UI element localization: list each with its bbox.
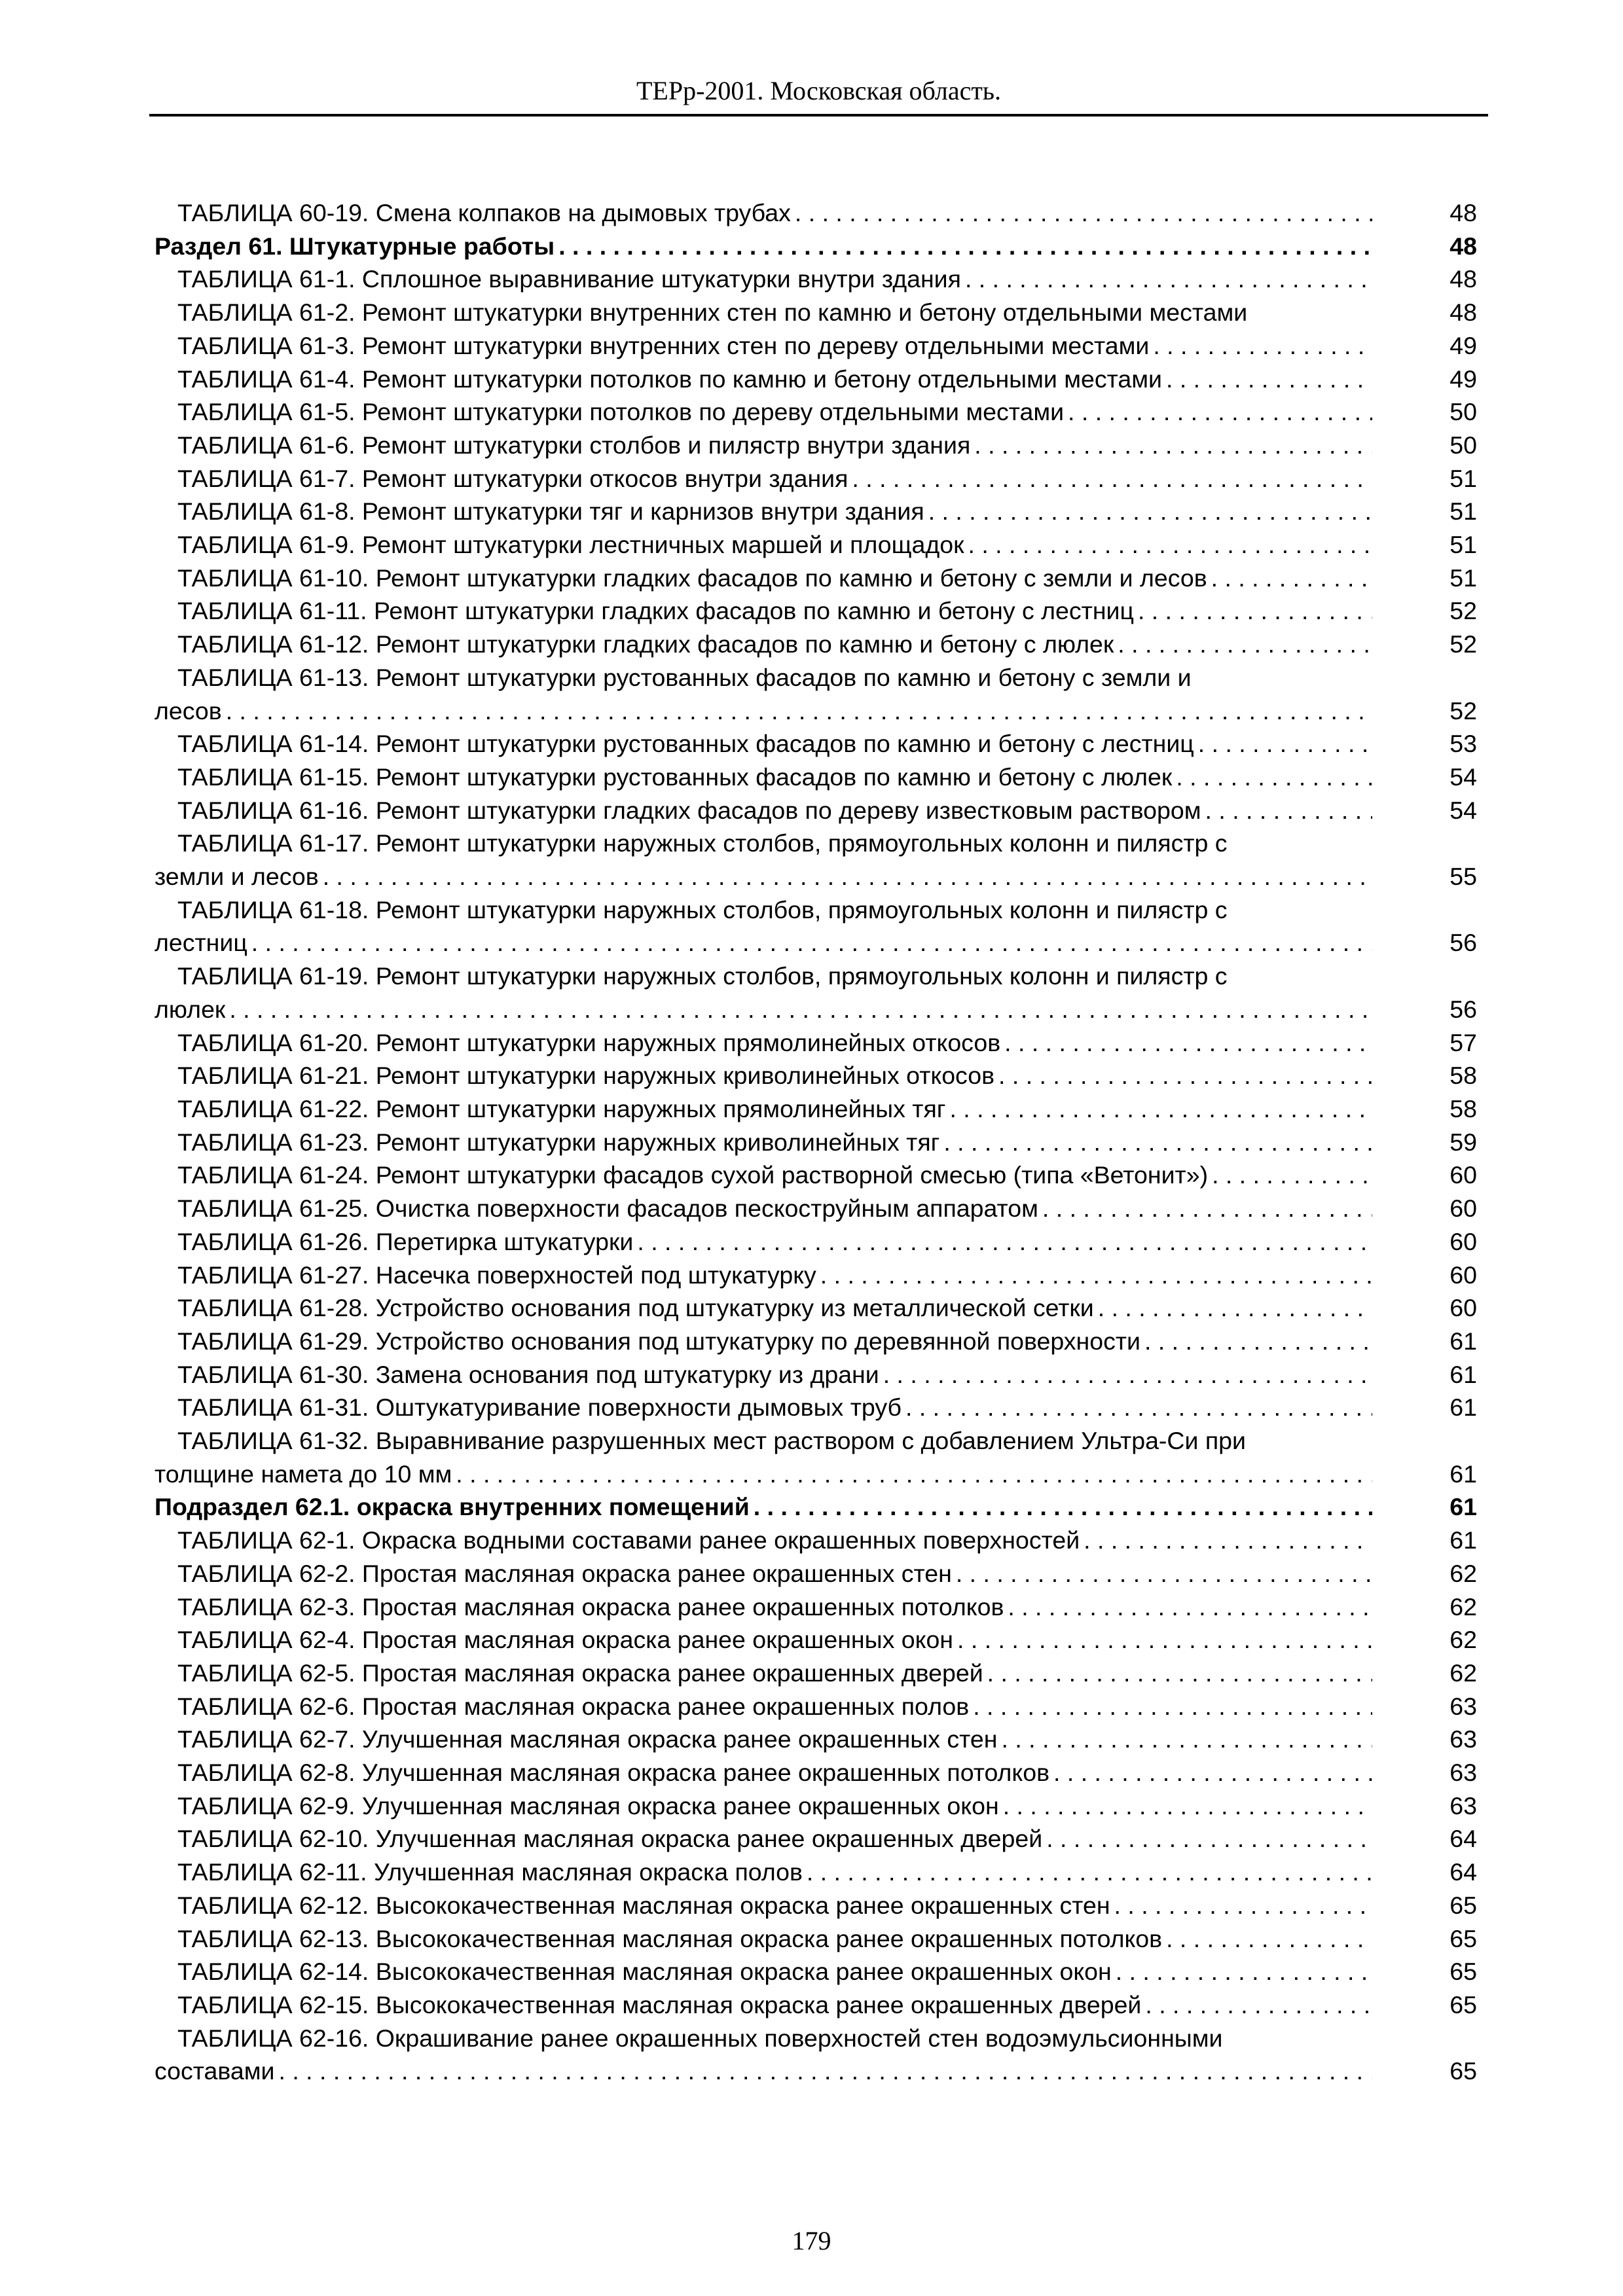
- toc-entry-text: ТАБЛИЦА 61-2. Ремонт штукатурки внутренних стен по камню и бетону отдельными местами: [177, 298, 1248, 327]
- toc-page-number: 61: [1450, 1493, 1477, 1521]
- toc-entry-text: лесов: [155, 696, 222, 725]
- toc-page-number: 62: [1450, 1659, 1477, 1687]
- toc-entry[interactable]: [155, 528, 1477, 562]
- toc-page-number: 49: [1450, 331, 1477, 359]
- toc-page-number: 51: [1450, 497, 1477, 526]
- toc-entry-line: [155, 1723, 1372, 1756]
- toc-entry-text: ТАБЛИЦА 61-30. Замена основания под штукатурку из драни: [177, 1360, 879, 1388]
- dot-leader: [994, 1059, 1372, 1092]
- dot-leader: [319, 860, 1372, 893]
- toc-entry-text: ТАБЛИЦА 62-9. Улучшенная масляная окраска ранее окрашенных окон: [177, 1791, 999, 1820]
- toc-entry[interactable]: [155, 329, 1477, 363]
- toc-entry-text: ТАБЛИЦА 62-8. Улучшенная масляная окраска ранее окрашенных потолков: [177, 1759, 1050, 1787]
- toc-entry-text: ТАБЛИЦА 61-16. Ремонт штукатурки гладких фасадов по дереву известковым раствором: [177, 796, 1201, 824]
- toc-entry-line: [155, 893, 1372, 927]
- toc-entry[interactable]: [155, 1889, 1477, 1922]
- dot-leader: [1162, 363, 1372, 396]
- dot-leader: [452, 1458, 1372, 1491]
- toc-page-number: 53: [1450, 730, 1477, 758]
- toc-entry[interactable]: [155, 1822, 1477, 1856]
- toc-entry[interactable]: [155, 1259, 1477, 1292]
- page-footer: [0, 2225, 1623, 2256]
- table-of-contents: [155, 196, 1477, 2088]
- dot-leader: [848, 462, 1372, 495]
- toc-entry-text: ТАБЛИЦА 61-19. Ремонт штукатурки наружных столбов, прямоугольных колонн и пилястр с: [177, 962, 1228, 990]
- toc-entry[interactable]: [155, 661, 1477, 727]
- toc-entry-line: [155, 1391, 1372, 1424]
- toc-page-number: 62: [1450, 1559, 1477, 1587]
- toc-entry-line: [155, 1822, 1372, 1856]
- toc-entry-line: [155, 1458, 1372, 1491]
- toc-entry-line: [155, 827, 1372, 860]
- dot-leader: [1194, 727, 1372, 761]
- toc-entry-text: ТАБЛИЦА 61-29. Устройство основания под штукатурку по деревянной поверхности: [177, 1327, 1140, 1355]
- dot-leader: [1049, 1756, 1372, 1789]
- toc-entry-line: [155, 1358, 1372, 1391]
- toc-entry[interactable]: [155, 1524, 1477, 1557]
- dot-leader: [1162, 1922, 1372, 1956]
- toc-entry[interactable]: [155, 1756, 1477, 1789]
- toc-entry-text: ТАБЛИЦА 61-17. Ремонт штукатурки наружных столбов, прямоугольных колонн и пилястр с: [177, 829, 1228, 857]
- toc-entry-line: [155, 1158, 1372, 1192]
- dot-leader: [803, 1856, 1372, 1889]
- toc-entry-line: [155, 1657, 1372, 1690]
- dot-leader: [816, 1259, 1372, 1292]
- toc-page-number: 63: [1450, 1759, 1477, 1787]
- toc-entry-text: земли и лесов: [155, 863, 319, 891]
- toc-entry-line: [155, 196, 1372, 230]
- toc-page-number: 48: [1450, 199, 1477, 226]
- toc-entry-line: [155, 1623, 1372, 1657]
- toc-entry-line: [155, 495, 1372, 528]
- toc-entry[interactable]: [155, 1856, 1477, 1889]
- toc-entry-line: [155, 363, 1372, 396]
- toc-entry[interactable]: [155, 1922, 1477, 1956]
- toc-entry-text: ТАБЛИЦА 61-28. Устройство основания под штукатурку из металлической сетки: [177, 1294, 1094, 1322]
- toc-page-number: 50: [1450, 431, 1477, 459]
- toc-page-number: 58: [1450, 1062, 1477, 1090]
- toc-entry-text: ТАБЛИЦА 61-11. Ремонт штукатурки гладких фасадов по камню и бетону с лестниц: [177, 597, 1134, 625]
- toc-entry-line: [155, 329, 1372, 363]
- toc-entry[interactable]: [155, 827, 1477, 893]
- toc-entry-text: ТАБЛИЦА 61-23. Ремонт штукатурки наружных криволинейных тяг: [177, 1128, 940, 1156]
- toc-page-number: 55: [1450, 863, 1477, 891]
- toc-page-number: 64: [1450, 1858, 1477, 1886]
- toc-page-number: 51: [1450, 531, 1477, 559]
- toc-page-number: 61: [1450, 1393, 1477, 1422]
- running-header: [149, 73, 1488, 117]
- toc-entry-line: [155, 528, 1372, 562]
- dot-leader: [274, 2054, 1372, 2088]
- dot-leader: [1149, 329, 1372, 363]
- dot-leader: [879, 1358, 1372, 1391]
- dot-leader: [1207, 562, 1372, 595]
- toc-entry-text: ТАБЛИЦА 61-5. Ремонт штукатурки потолков по дереву отдельными местами: [177, 398, 1065, 426]
- toc-entry-text: ТАБЛИЦА 62-5. Простая масляная окраска ранее окрашенных дверей: [177, 1659, 983, 1687]
- dot-leader: [791, 196, 1372, 230]
- toc-entry-text: ТАБЛИЦА 61-10. Ремонт штукатурки гладких фасадов по камню и бетону с земли и лесов: [177, 564, 1207, 592]
- toc-entry[interactable]: [155, 1358, 1477, 1391]
- toc-page-number: 65: [1450, 1958, 1477, 1986]
- toc-entry[interactable]: [155, 1424, 1477, 1490]
- toc-entry[interactable]: [155, 1690, 1477, 1723]
- toc-entry-text: составами: [155, 2057, 275, 2085]
- toc-entry-text: ТАБЛИЦА 61-22. Ремонт штукатурки наружных прямолинейных тяг: [177, 1094, 946, 1122]
- toc-page-number: 52: [1450, 597, 1477, 625]
- toc-page-number: 60: [1450, 1194, 1477, 1223]
- toc-page-number: 62: [1450, 1626, 1477, 1654]
- toc-page-number: 48: [1450, 265, 1477, 293]
- dot-leader: [1140, 1325, 1372, 1358]
- toc-entry-line: [155, 1988, 1372, 2022]
- toc-entry[interactable]: [155, 562, 1477, 595]
- toc-entry[interactable]: [155, 2022, 1477, 2088]
- toc-entry-text: ТАБЛИЦА 62-1. Окраска водными составами ранее окрашенных поверхностей: [177, 1526, 1080, 1554]
- toc-page-number: 62: [1450, 1592, 1477, 1621]
- dot-leader: [1042, 1822, 1372, 1856]
- toc-entry-line: [155, 1889, 1372, 1922]
- dot-leader: [1000, 1026, 1372, 1060]
- dot-leader: [1201, 794, 1372, 827]
- toc-entry[interactable]: [155, 794, 1477, 827]
- toc-entry[interactable]: [155, 1325, 1477, 1358]
- toc-entry-text: ТАБЛИЦА 61-12. Ремонт штукатурки гладких фасадов по камню и бетону с люлек: [177, 630, 1114, 658]
- toc-entry-text: ТАБЛИЦА 62-4. Простая масляная окраска ранее окрашенных окон: [177, 1626, 954, 1654]
- toc-entry-text: ТАБЛИЦА 61-4. Ремонт штукатурки потолков по камню и бетону отдельными местами: [177, 365, 1162, 393]
- toc-entry-text: ТАБЛИЦА 61-31. Оштукатуривание поверхности дымовых труб: [177, 1393, 902, 1422]
- toc-entry[interactable]: [155, 296, 1477, 329]
- toc-page-number: 65: [1450, 1924, 1477, 1952]
- toc-entry-line: [155, 1026, 1372, 1060]
- toc-entry[interactable]: [155, 628, 1477, 661]
- toc-entry-line: [155, 1922, 1372, 1956]
- dot-leader: [969, 1690, 1372, 1723]
- toc-entry-line: [155, 1856, 1372, 1889]
- toc-entry[interactable]: [155, 1623, 1477, 1657]
- toc-entry-text: ТАБЛИЦА 62-16. Окрашивание ранее окрашенных поверхностей стен водоэмульсионными: [177, 2024, 1223, 2052]
- toc-entry-text: ТАБЛИЦА 61-6. Ремонт штукатурки столбов и пилястр внутри здания: [177, 431, 971, 459]
- dot-leader: [1094, 1291, 1372, 1325]
- toc-entry[interactable]: [155, 495, 1477, 528]
- toc-entry-text: ТАБЛИЦА 61-8. Ремонт штукатурки тяг и карнизов внутри здания: [177, 497, 924, 526]
- dot-leader: [1080, 1524, 1372, 1557]
- toc-entry-line: [155, 2054, 1372, 2088]
- dot-leader: [555, 230, 1372, 263]
- toc-entry-line: [155, 1259, 1372, 1292]
- dot-leader: [952, 1557, 1372, 1590]
- toc-entry[interactable]: [155, 1723, 1477, 1756]
- toc-entry-line: [155, 1291, 1372, 1325]
- dot-leader: [970, 429, 1372, 462]
- toc-entry-text: ТАБЛИЦА 62-7. Улучшенная масляная окраска ранее окрашенных стен: [177, 1725, 998, 1753]
- toc-page-number: 61: [1450, 1460, 1477, 1488]
- toc-page-number: 58: [1450, 1094, 1477, 1122]
- toc-entry-line: [155, 860, 1372, 893]
- toc-entry-text: ТАБЛИЦА 61-7. Ремонт штукатурки откосов внутри здания: [177, 464, 848, 492]
- toc-entry[interactable]: [155, 1590, 1477, 1624]
- toc-entry[interactable]: [155, 1192, 1477, 1225]
- toc-page-number: 60: [1450, 1261, 1477, 1289]
- toc-page-number: 65: [1450, 1990, 1477, 2018]
- dot-leader: [924, 495, 1372, 528]
- toc-entry-text: лестниц: [155, 929, 247, 957]
- toc-entry-text: люлек: [155, 995, 226, 1023]
- dot-leader: [1064, 395, 1372, 429]
- toc-page-number: 63: [1450, 1791, 1477, 1820]
- toc-entry-line: [155, 1225, 1372, 1259]
- toc-entry-text: ТАБЛИЦА 61-18. Ремонт штукатурки наружных столбов, прямоугольных колонн и пилястр с: [177, 895, 1228, 924]
- toc-entry-line: [155, 462, 1372, 495]
- toc-entry-text: ТАБЛИЦА 62-2. Простая масляная окраска ранее окрашенных стен: [177, 1559, 952, 1587]
- dot-leader: [1110, 1889, 1372, 1922]
- toc-entry[interactable]: [155, 262, 1477, 296]
- toc-page-number: 48: [1450, 232, 1477, 260]
- toc-entry-line: [155, 296, 1372, 329]
- toc-entry-text: ТАБЛИЦА 61-24. Ремонт штукатурки фасадов сухой растворной смесью (типа «Ветонит»): [177, 1161, 1209, 1189]
- toc-page-number: 52: [1450, 630, 1477, 658]
- toc-entry-line: [155, 262, 1372, 296]
- dot-leader: [750, 1490, 1372, 1524]
- toc-entry-line: [155, 960, 1372, 993]
- toc-entry-line: [155, 562, 1372, 595]
- toc-page-number: 65: [1450, 1891, 1477, 1919]
- dot-leader: [1134, 594, 1372, 628]
- toc-entry-text: Подраздел 62.1. окраска внутренних помещений: [155, 1493, 750, 1521]
- toc-section-heading[interactable]: [155, 1490, 1477, 1524]
- toc-entry-line: [155, 2022, 1372, 2055]
- toc-page-number: 63: [1450, 1692, 1477, 1720]
- toc-page-number: 49: [1450, 365, 1477, 393]
- toc-entry-text: ТАБЛИЦА 61-26. Перетирка штукатурки: [177, 1227, 634, 1255]
- dot-leader: [1141, 1988, 1372, 2022]
- dot-leader: [902, 1391, 1372, 1424]
- toc-entry[interactable]: [155, 1092, 1477, 1126]
- toc-entry[interactable]: [155, 1557, 1477, 1590]
- toc-entry-text: ТАБЛИЦА 61-21. Ремонт штукатурки наружных криволинейных откосов: [177, 1062, 995, 1090]
- dot-leader: [983, 1657, 1372, 1690]
- toc-entry-line: [155, 1092, 1372, 1126]
- toc-page-number: 50: [1450, 398, 1477, 426]
- toc-page-number: 61: [1450, 1526, 1477, 1554]
- toc-entry-text: ТАБЛИЦА 62-12. Высококачественная масляная окраска ранее окрашенных стен: [177, 1891, 1110, 1919]
- toc-entry-line: [155, 1955, 1372, 1988]
- dot-leader: [247, 926, 1372, 960]
- toc-entry-line: [155, 1557, 1372, 1590]
- toc-entry-text: ТАБЛИЦА 62-15. Высококачественная масляная окраска ранее окрашенных дверей: [177, 1990, 1142, 2018]
- toc-entry-text: ТАБЛИЦА 62-10. Улучшенная масляная окраска ранее окрашенных дверей: [177, 1825, 1043, 1853]
- toc-entry[interactable]: [155, 727, 1477, 761]
- toc-entry[interactable]: [155, 1126, 1477, 1159]
- toc-entry[interactable]: [155, 1988, 1477, 2022]
- toc-entry[interactable]: [155, 594, 1477, 628]
- toc-entry-line: [155, 628, 1372, 661]
- toc-entry-text: ТАБЛИЦА 62-14. Высококачественная масляная окраска ранее окрашенных окон: [177, 1958, 1112, 1986]
- toc-page-number: 54: [1450, 796, 1477, 824]
- toc-entry[interactable]: [155, 1026, 1477, 1060]
- page-number: 179: [792, 2226, 831, 2255]
- toc-entry[interactable]: [155, 1789, 1477, 1823]
- toc-page-number: 59: [1450, 1128, 1477, 1156]
- toc-page-number: 56: [1450, 995, 1477, 1023]
- toc-entry-text: ТАБЛИЦА 62-13. Высококачественная масляная окраска ранее окрашенных потолков: [177, 1924, 1163, 1952]
- toc-page-number: 63: [1450, 1725, 1477, 1753]
- header-title: ТЕРр-2001. Московская область.: [636, 76, 1002, 105]
- toc-page-number: 60: [1450, 1227, 1477, 1255]
- toc-entry-line: [155, 694, 1372, 728]
- toc-entry[interactable]: [155, 1291, 1477, 1325]
- toc-entry-line: [155, 1690, 1372, 1723]
- toc-entry-text: ТАБЛИЦА 61-13. Ремонт штукатурки рустованных фасадов по камню и бетону с земли и: [177, 663, 1192, 691]
- toc-entry[interactable]: [155, 960, 1477, 1026]
- toc-entry[interactable]: [155, 1059, 1477, 1092]
- toc-entry-line: [155, 1192, 1372, 1225]
- toc-entry-line: [155, 661, 1372, 694]
- toc-entry-line: [155, 230, 1372, 263]
- toc-entry-text: ТАБЛИЦА 61-15. Ремонт штукатурки рустованных фасадов по камню и бетону с люлек: [177, 762, 1173, 791]
- toc-entry[interactable]: [155, 395, 1477, 429]
- toc-entry[interactable]: [155, 1158, 1477, 1192]
- toc-page-number: 60: [1450, 1161, 1477, 1189]
- toc-page-number: 65: [1450, 2057, 1477, 2085]
- toc-entry-text: ТАБЛИЦА 61-32. Выравнивание разрушенных мест раствором с добавлением Ультра-Си при: [177, 1427, 1246, 1455]
- toc-page-number: 56: [1450, 929, 1477, 957]
- toc-entry-line: [155, 594, 1372, 628]
- dot-leader: [945, 1092, 1372, 1126]
- toc-entry-line: [155, 395, 1372, 429]
- toc-entry-text: ТАБЛИЦА 61-20. Ремонт штукатурки наружных прямолинейных откосов: [177, 1028, 1001, 1056]
- toc-entry[interactable]: [155, 1391, 1477, 1424]
- dot-leader: [999, 1789, 1372, 1823]
- toc-page-number: 48: [1450, 298, 1477, 327]
- toc-entry-text: ТАБЛИЦА 61-9. Ремонт штукатурки лестничных маршей и площадок: [177, 531, 964, 559]
- toc-entry-text: ТАБЛИЦА 62-11. Улучшенная масляная окраска полов: [177, 1858, 803, 1886]
- dot-leader: [222, 694, 1372, 728]
- toc-page-number: 51: [1450, 564, 1477, 592]
- toc-entry-line: [155, 429, 1372, 462]
- dot-leader: [1172, 761, 1372, 794]
- toc-entry-text: толщине намета до 10 мм: [155, 1460, 452, 1488]
- toc-entry-line: [155, 727, 1372, 761]
- dot-leader: [1112, 1955, 1372, 1988]
- toc-entry-line: [155, 1325, 1372, 1358]
- toc-entry-line: [155, 1590, 1372, 1624]
- toc-page-number: 60: [1450, 1294, 1477, 1322]
- dot-leader: [633, 1225, 1372, 1259]
- toc-entry[interactable]: [155, 1955, 1477, 1988]
- toc-entry-text: ТАБЛИЦА 60-19. Смена колпаков на дымовых трубах: [177, 199, 791, 226]
- dot-leader: [939, 1126, 1372, 1159]
- toc-entry-line: [155, 1424, 1372, 1458]
- dot-leader: [998, 1723, 1373, 1756]
- toc-entry[interactable]: [155, 893, 1477, 960]
- toc-entry-line: [155, 1789, 1372, 1823]
- toc-entry-line: [155, 993, 1372, 1026]
- dot-leader: [225, 993, 1372, 1026]
- toc-entry-text: ТАБЛИЦА 61-14. Ремонт штукатурки рустованных фасадов по камню и бетону с лестниц: [177, 730, 1194, 758]
- toc-entry-line: [155, 1126, 1372, 1159]
- toc-entry[interactable]: [155, 462, 1477, 495]
- toc-entry-line: [155, 1059, 1372, 1092]
- toc-entry-text: Раздел 61. Штукатурные работы: [155, 232, 555, 260]
- toc-entry-text: ТАБЛИЦА 61-27. Насечка поверхностей под штукатурку: [177, 1261, 816, 1289]
- toc-entry[interactable]: [155, 1225, 1477, 1259]
- toc-entry-text: ТАБЛИЦА 61-1. Сплошное выравнивание штукатурки внутри здания: [177, 265, 961, 293]
- dot-leader: [961, 262, 1372, 296]
- toc-page-number: 61: [1450, 1360, 1477, 1388]
- toc-page-number: 54: [1450, 762, 1477, 791]
- toc-page-number: 51: [1450, 464, 1477, 492]
- toc-page-number: 61: [1450, 1327, 1477, 1355]
- toc-page-number: 57: [1450, 1028, 1477, 1056]
- toc-entry-text: ТАБЛИЦА 61-3. Ремонт штукатурки внутренних стен по дереву отдельными местами: [177, 331, 1150, 359]
- dot-leader: [953, 1623, 1372, 1657]
- toc-entry-text: ТАБЛИЦА 62-3. Простая масляная окраска ранее окрашенных потолков: [177, 1592, 1004, 1621]
- toc-entry-line: [155, 926, 1372, 960]
- dot-leader: [964, 528, 1372, 562]
- dot-leader: [1038, 1192, 1372, 1225]
- dot-leader: [1004, 1590, 1372, 1624]
- toc-entry-text: ТАБЛИЦА 61-25. Очистка поверхности фасадов пескоструйным аппаратом: [177, 1194, 1038, 1223]
- toc-entry[interactable]: [155, 196, 1477, 230]
- toc-entry-line: [155, 761, 1372, 794]
- toc-entry[interactable]: [155, 1657, 1477, 1690]
- toc-page-number: 52: [1450, 696, 1477, 725]
- toc-entry-line: [155, 1756, 1372, 1789]
- toc-entry[interactable]: [155, 363, 1477, 396]
- toc-section-heading[interactable]: [155, 230, 1477, 263]
- toc-entry-line: [155, 794, 1372, 827]
- dot-leader: [1208, 1158, 1372, 1192]
- toc-page-number: 64: [1450, 1825, 1477, 1853]
- dot-leader: [1114, 628, 1372, 661]
- toc-entry-line: [155, 1524, 1372, 1557]
- toc-entry[interactable]: [155, 761, 1477, 794]
- toc-entry-text: ТАБЛИЦА 62-6. Простая масляная окраска ранее окрашенных полов: [177, 1692, 970, 1720]
- toc-entry[interactable]: [155, 429, 1477, 462]
- toc-entry-line: [155, 1490, 1372, 1524]
